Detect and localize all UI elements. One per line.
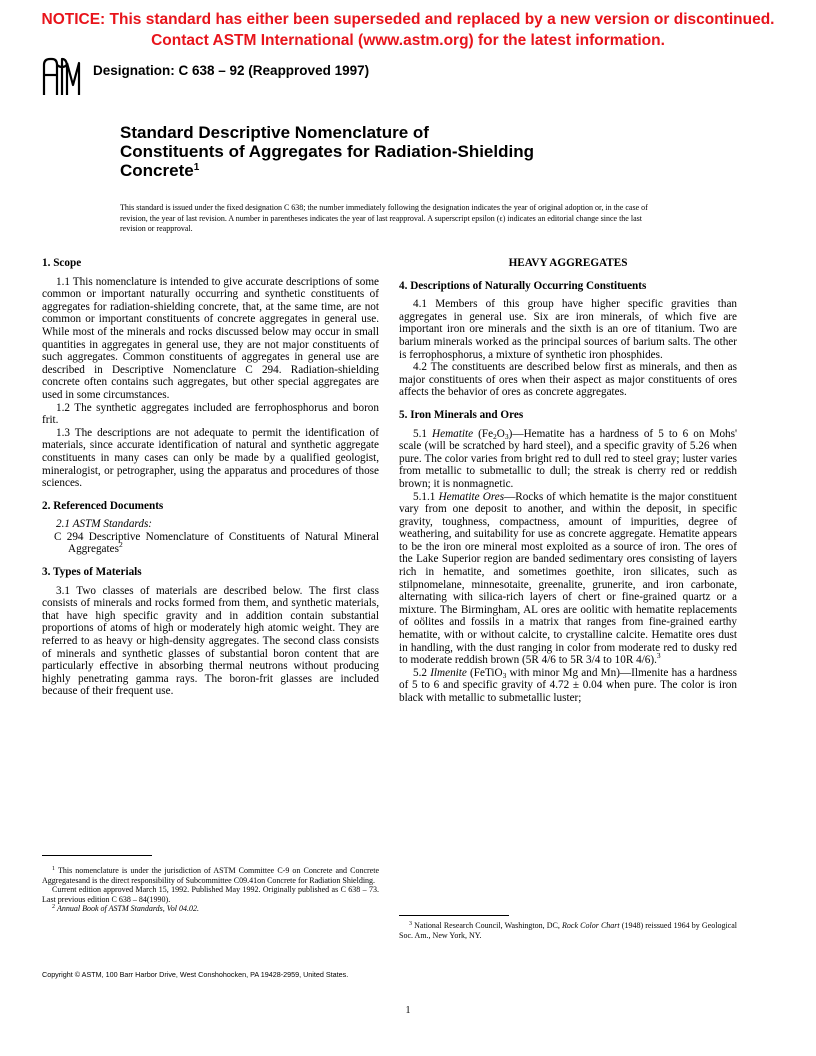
para-3-1: 3.1 Two classes of materials are described below. The first class consists of minerals and rocks formed from them, and synthetic materials, that have high specific gravity and in addition contain substantial proportions of atoms of high or moderately high atomic weight. They are referred to as heavy or high-density aggregates. The second class consists of minerals and synthetic glasses of substantial boron content that are particularly effective in absorbing thermal neutrons without producing highly penetrating gamma rays. The boron-frit glasses are included because of their frequent use. — [42, 584, 379, 698]
title-line-2: Constituents of Aggregates for Radiation-Shielding — [120, 142, 534, 161]
para-5-1-1: 5.1.1 Hematite Ores—Rocks of which hematite is the major constituent vary from one deposit to another, and within the deposit, in specific gravity, toughness, compactness, amount of impurities, degree of weathering, and suitability for use as concrete aggregate. Hematite appears to be the iron ore mineral most exploited as a source of iron. The ores of the Lake Superior region are banded sedimentary ores consisting of layers rich in hematite, and sometimes goethite, iron silicates, such as stilpnomelane, minnesotaite, greenalite, grunerite, and iron carbonate, alternating with silica-rich layers of chert or fine-grained quartz or a mixture. The Birmingham, AL ores are oolitic with hematite replacements of oölites and fossils in a matrix that ranges from fine-grained earthy hematite, with or without calcite, to crystalline calcite. Hematite ores dust in handling, with the dust ranging in color from moderate red to dusky red to moderate reddish brown (5R 4/6 to 5R 3/4 to 10R 4/6).$^3$ — [399, 490, 737, 667]
right-footnotes — [399, 921, 737, 940]
footnote-2: $^2$ Annual Book of ASTM Standards, Vol 04.02. — [52, 904, 199, 914]
page-number: 1 — [405, 1005, 411, 1016]
document-title — [120, 123, 680, 180]
para-4-2: 4.2 The constituents are described below first as minerals, and then as major constituents of ores when their aspect as major constituents of ores affects the behavior of ores as concrete aggregates. — [399, 361, 737, 399]
para-2-1: 2.1 ASTM Standards: — [56, 518, 153, 531]
descriptions-heading: 4. Descriptions of Naturally Occurring Constituents — [399, 279, 647, 292]
types-heading: 3. Types of Materials — [42, 566, 142, 579]
designation: Designation: C 638 – 92 (Reapproved 1997) — [93, 63, 370, 78]
copyright: Copyright © ASTM, 100 Barr Harbor Drive, West Conshohocken, PA 19428-2959, United States. — [42, 970, 349, 979]
astm-logo — [40, 55, 84, 99]
para-4-1: 4.1 Members of this group have higher specific gravities than aggregates in general use. Six are iron minerals, of which five are important iron ore minerals and the sixth is an ore of titanium. Two are barium minerals worked as the principal sources of barium salts. The other is ferrophosphorus, a mixture of synthetic iron phosphides. — [399, 298, 737, 361]
ref-c294: C 294 Descriptive Nomenclature of Constituents of Natural Mineral Aggregates$^2$ — [54, 530, 379, 556]
title-footnote-ref: 1 — [193, 162, 200, 173]
left-footnotes — [42, 866, 379, 914]
para-1-2: 1.2 The synthetic aggregates included are ferrophosphorus and boron frit. — [42, 401, 379, 427]
referenced-documents-heading: 2. Referenced Documents — [42, 499, 164, 512]
scope-heading: 1. Scope — [42, 257, 82, 269]
notice-line-1: NOTICE: This standard has either been superseded and replaced by a new version or discontinued. — [41, 11, 775, 28]
footnote-rule-left — [42, 855, 152, 856]
left-column — [42, 257, 379, 698]
heavy-aggregates-heading: HEAVY AGGREGATES — [508, 257, 628, 269]
para-1-3: 1.3 The descriptions are not adequate to permit the identification of materials, since accurate identification of natural and synthetic aggregate constituents in many cases can only be made by a qualified geologist, mineralogist, or petrographer, using the apparatus and procedures of those sciences. — [42, 426, 379, 490]
title-line-3: Concrete$^1$ — [120, 161, 200, 180]
standard-note: This standard is issued under the fixed designation C 638; the number immediately following the designation indicates the year of original adoption or, in the case of revision, the year of last revision. A number in parentheses indicates the year of last reapproval. A superscript epsilon (ϵ) indicates an editorial change since the last revision or reapproval. — [120, 203, 648, 233]
right-column — [399, 257, 737, 705]
para-1-1: 1.1 This nomenclature is intended to give accurate descriptions of some common or important naturally occurring and synthetic constituents of aggregates for radiation-shielding concrete, that, at the same time, are not common or important constituents of concrete aggregates in general use. While most of the minerals and rocks discussed below may occur in small quantities in aggregates in general use, they are not major constituents of such aggregates. Common constituents of aggregates in general use are described in Descriptive Nomenclature C 294. Radiation-shielding concrete often contains such aggregates, but other special aggregates are used in some circumstances. — [42, 275, 379, 401]
footnote-rule-right — [399, 915, 509, 916]
footnote-3: $^3$ National Research Council, Washington, DC, Rock Color Chart (1948) reissued 1964 by Geological Soc. Am., New York, NY. — [399, 921, 737, 940]
title-line-1: Standard Descriptive Nomenclature of — [120, 123, 429, 142]
iron-minerals-heading: 5. Iron Minerals and Ores — [399, 408, 524, 421]
para-5-2: 5.2 Ilmenite (FeTiO$_3$ with minor Mg and Mn)—Ilmenite has a hardness of 5 to 6 and specific gravity of 4.72 ± 0.04 when pure. The color is iron black with metallic to submetallic luster; — [399, 666, 738, 704]
footnote-1-b: Current edition approved March 15, 1992. Published May 1992. Originally published as C 638 – 73. Last previous edition C 638 – 84(1990). — [42, 885, 379, 904]
notice-line-2: Contact ASTM International (www.astm.org) for the latest information. — [151, 32, 665, 49]
footnote-1: $^1$ This nomenclature is under the jurisdiction of ASTM Committee C-9 on Concrete and Concrete Aggregatesand is the direct responsibility of Subcommittee C09.41on Concrete for Radiation Shielding. — [42, 866, 379, 885]
para-5-1: 5.1 Hematite $(Fe_2O_3)—Hematite$ has a hardness of 5 to 6 on Mohs' scale (will be scratched by hard steel), and a specific gravity of 5.26 when pure. The color varies from bright red to dull red to steel gray; luster varies from metallic to submetallic to dull; the streak is cherry red or reddish brown; it is nonmagnetic. — [399, 427, 738, 490]
